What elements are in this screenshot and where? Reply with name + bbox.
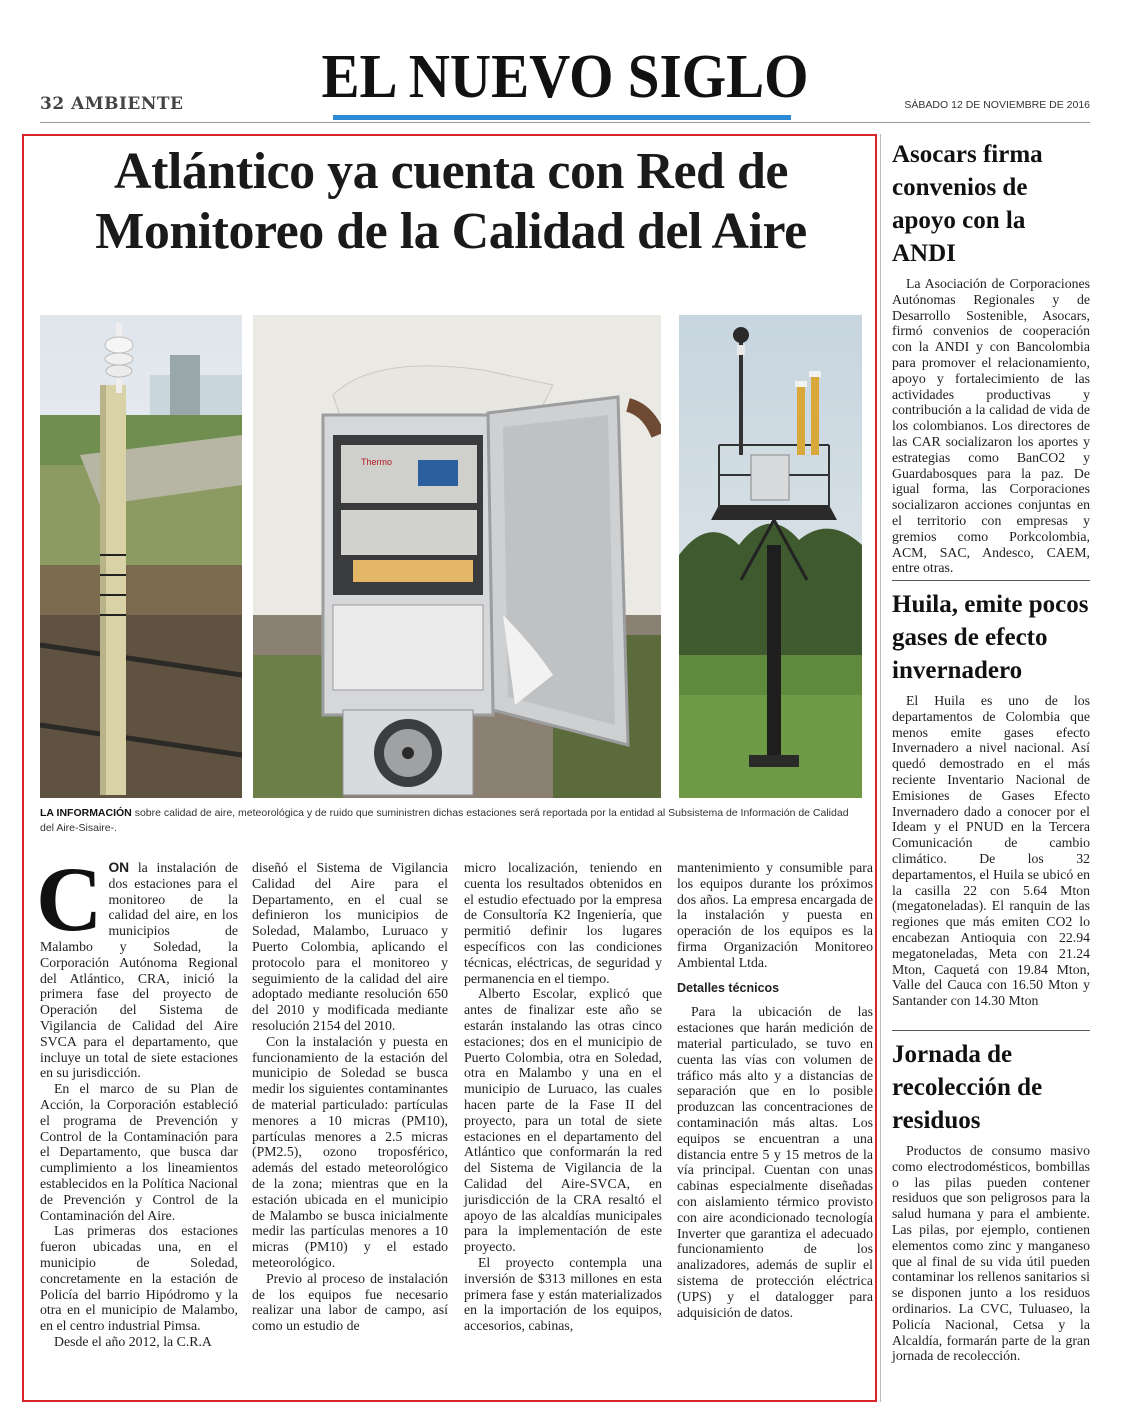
- issue-date: SÁBADO 12 DE NOVIEMBRE DE 2016: [904, 99, 1090, 111]
- sidebar-story-2: [892, 588, 1090, 1009]
- story2-body: [892, 693, 1090, 1009]
- col4-subheading: Detalles técnicos: [677, 980, 780, 995]
- story3-body: [892, 1143, 1090, 1364]
- article-column-2: [252, 860, 448, 1334]
- story1-text: La Asociación de Corporaciones Autónomas Regionales y de Desarrollo Sostenible, Asocars, firmó convenios de cooperación con la ANDI y con Bancolombia para promover el relacionamiento, apoyo y fortalecimiento de las actividades productivas y contribución a la calidad de vida de los colombianos. Los directores de las CAR socializaron los aportes y estrategias como BanCO2 y Guardabosques para la paz. De igual forma, las Corporaciones socializaron acciones conjuntas en el territorio con empresas y gremios como Porkcolombia, ACM, SAC, Andesco, CAEM, entre otras.: [892, 276, 1090, 576]
- col3-paragraph-1: micro localización, teniendo en cuenta los resultados obtenidos en el estudio efectuado por la empresa de Consultoría K2 Ingeniería, que permitió definir los lugares específicos con las condiciones técnicas, eléctricas, de seguridad y permanencia en el tiempo.: [464, 860, 662, 986]
- story2-text: El Huila es uno de los departamentos de Colombia que menos emite gases efecto Invernadero a nivel nacional. Así quedó demostrado en el más reciente Inventario Nacional de Emisiones de Gases Efecto Invernadero dado a conocer por el Ideam y el PNUD en la Tercera Comunicación de cambio climático. De los 32 departamentos, el Huila se ubicó en la casilla 22 con 5.64 Mton (megatoneladas). El ranquin de las regiones que más emiten CO2 lo encabezan Antioquia con 22.94 megatoneladas, Meta con 21.24 Mton, Caquetá con 19.84 Mton, Valle del Cauca con 16.50 Mton y Santander con 14.30 Mton: [892, 693, 1090, 1009]
- photo-caption: [40, 806, 860, 836]
- section-label: 32 AMBIENTE: [40, 94, 184, 114]
- photo-tower-station: [679, 315, 862, 798]
- sidebar-story-3: [892, 1038, 1090, 1364]
- cabinet-brand-label: Thermo: [361, 457, 393, 467]
- article-opening-paragraph: [36, 848, 238, 1081]
- sidebar-story-1: [892, 138, 1090, 576]
- caption-text: sobre calidad de aire, meteorológica y de ruido que suministren dichas estaciones será reportada por la entidad al Subsistema de Información de Calidad del Aire-Sisaire-.: [40, 807, 849, 834]
- header-rule: [40, 122, 1090, 123]
- sidebar-divider: [880, 134, 881, 1402]
- story3-text: Productos de consumo masivo como electrodomésticos, bombillas o las pilas pueden contener residuos que son peligrosos para la salud humana y para el ambiente. Las pilas, por ejemplo, contienen elementos como zinc y manganeso que al final de su vida útil pueden contaminar los rellenos sanitarios si se disponen junto a los residuos ordinarios. La CVC, Tuluaseo, la Policía Nacional, Cetsa y la Alcaldía, formarán parte de la gran jornada de recolección.: [892, 1143, 1090, 1364]
- photo-tower-station-art: [679, 315, 862, 798]
- headline-line-2: Monitoreo de la Calidad del Aire: [95, 203, 807, 260]
- col3-paragraph-3: El proyecto contempla una inversión de $313 millones en esta primera fase y están materializados en la importación de los equipos, accesorios, cabinas,: [464, 1254, 662, 1334]
- story2-title: Huila, emite pocos gases de efecto invernadero: [892, 591, 1089, 684]
- col1-paragraph-2: En el marco de su Plan de Acción, la Corporación estableció el programa de Prevención y Control de la Contaminación para el Departamento, que busca dar cumplimiento a los lineamientos establecidos en la Política Nacional de Prevención y Control de la Contaminación del Aire.: [40, 1081, 238, 1223]
- article-column-4: [677, 860, 873, 1320]
- article-column-1: [36, 848, 238, 1350]
- drop-cap: C: [36, 848, 103, 950]
- masthead: EL NUEVO SIGLO: [321, 43, 809, 111]
- photo-sensor-pole: [40, 315, 242, 798]
- col2-paragraph-3: Previo al proceso de instalación de los equipos fue necesario realizar una labor de campo, así como un estudio de: [252, 1270, 448, 1334]
- col1-paragraph-3: Las primeras dos estaciones fueron ubicadas una, en el municipio de Soledad, concretamente en la estación de Policía del barrio Hipódromo y la otra en el municipio de Malambo, en el centro industrial Pimsa.: [40, 1223, 238, 1334]
- col1-paragraph-4: Desde el año 2012, la C.R.A: [54, 1333, 212, 1349]
- article-column-3: [464, 860, 662, 1334]
- story1-title: Asocars firma convenios de apoyo con la ANDI: [892, 141, 1043, 267]
- caption-lead: LA INFORMACIÓN: [40, 807, 132, 819]
- sidebar-separator-2: [892, 1030, 1090, 1031]
- photo-monitoring-cabinet: [253, 315, 661, 798]
- col1-paragraph-1: la instalación de dos estaciones para el monitoreo de la calidad del aire, en los municipios de Malambo y Soledad, la Corporación Autónoma Regional del Atlántico, CRA, inició la primera fase del proyecto de Operación del Sistema de Vigilancia de Calidad del Aire SVCA para el departamento, que incluye un total de siete estaciones en su jurisdicción.: [40, 860, 238, 1081]
- story3-title: Jornada de recolección de residuos: [892, 1041, 1043, 1134]
- col2-paragraph-1: diseñó el Sistema de Vigilancia Calidad del Aire para el Departamento, en el cual se definieron los municipios de Soledad, Malambo, Luruaco y Puerto Colombia, aplicando el protocolo para el monitoreo y seguimiento de la calidad del aire adoptado mediante resolución 650 del 2010 y modificada mediante resolución 2154 del 2010.: [252, 860, 448, 1033]
- story1-body: [892, 276, 1090, 576]
- article-headline: [36, 142, 866, 262]
- col4-paragraph-1: mantenimiento y consumible para los equipos durante los próximos dos años. La empresa encargada de la instalación y puesta en operación de los equipos es la firma Organización Monitoreo Ambiental Ltda.: [677, 860, 873, 970]
- lead-words: ON: [108, 860, 130, 875]
- col2-paragraph-2: Con la instalación y puesta en funcionamiento de la estación del municipio de Soledad se busca medir los siguientes contaminantes de material particulado: partículas menores a 10 micras (PM10), partículas menores a 2.5 micras (PM2.5), ozono troposférico, además del estado meteorológico de la zona; mientras que en la estación ubicada en el municipio de Malambo se busca inicialmente medir las partículas menores a 10 micras (PM10) y el estado meteorológico.: [252, 1033, 448, 1270]
- col4-paragraph-2: Para la ubicación de las estaciones que harán medición de material particulado, se tuvo en cuenta las vías con volumen de tráfico más alto y a distancias de separación que en lo posible produzcan las concentraciones de contaminación más altas. Los equipos se encuentran a una distancia entre 5 y 15 metros de la vía principal. Cuentan con unas cabinas especialmente diseñadas con aislamiento térmico provisto con aire acondicionado tecnología Inverter que garantiza el adecuado funcionamiento de los analizadores, además de suplir el sistema de protección eléctrica (UPS) y el datalogger para adquisición de datos.: [677, 1004, 873, 1320]
- sidebar-separator-1: [892, 580, 1090, 581]
- photo-sensor-pole-art: [40, 315, 242, 798]
- headline-line-1: Atlántico ya cuenta con Red de: [114, 143, 788, 200]
- photo-monitoring-cabinet-art: [253, 315, 661, 798]
- masthead-underline: [333, 115, 791, 120]
- col3-paragraph-2: Alberto Escolar, explicó que antes de finalizar este año se estarán instalando las otras cinco estaciones; dos en el municipio de Puerto Colombia, otra en Soledad, otra en Malambo y una en el municipio de Luruaco, las cuales hacen parte de la Fase II del proyecto, para un total de siete estaciones en el departamento del Atlántico que conformarán la red del Sistema de Vigilancia de la Calidad del Aire-SVCA, en jurisdicción de la CRA resaltó el apoyo de las alcaldías municipales para la implementación de este proyecto.: [464, 986, 662, 1255]
